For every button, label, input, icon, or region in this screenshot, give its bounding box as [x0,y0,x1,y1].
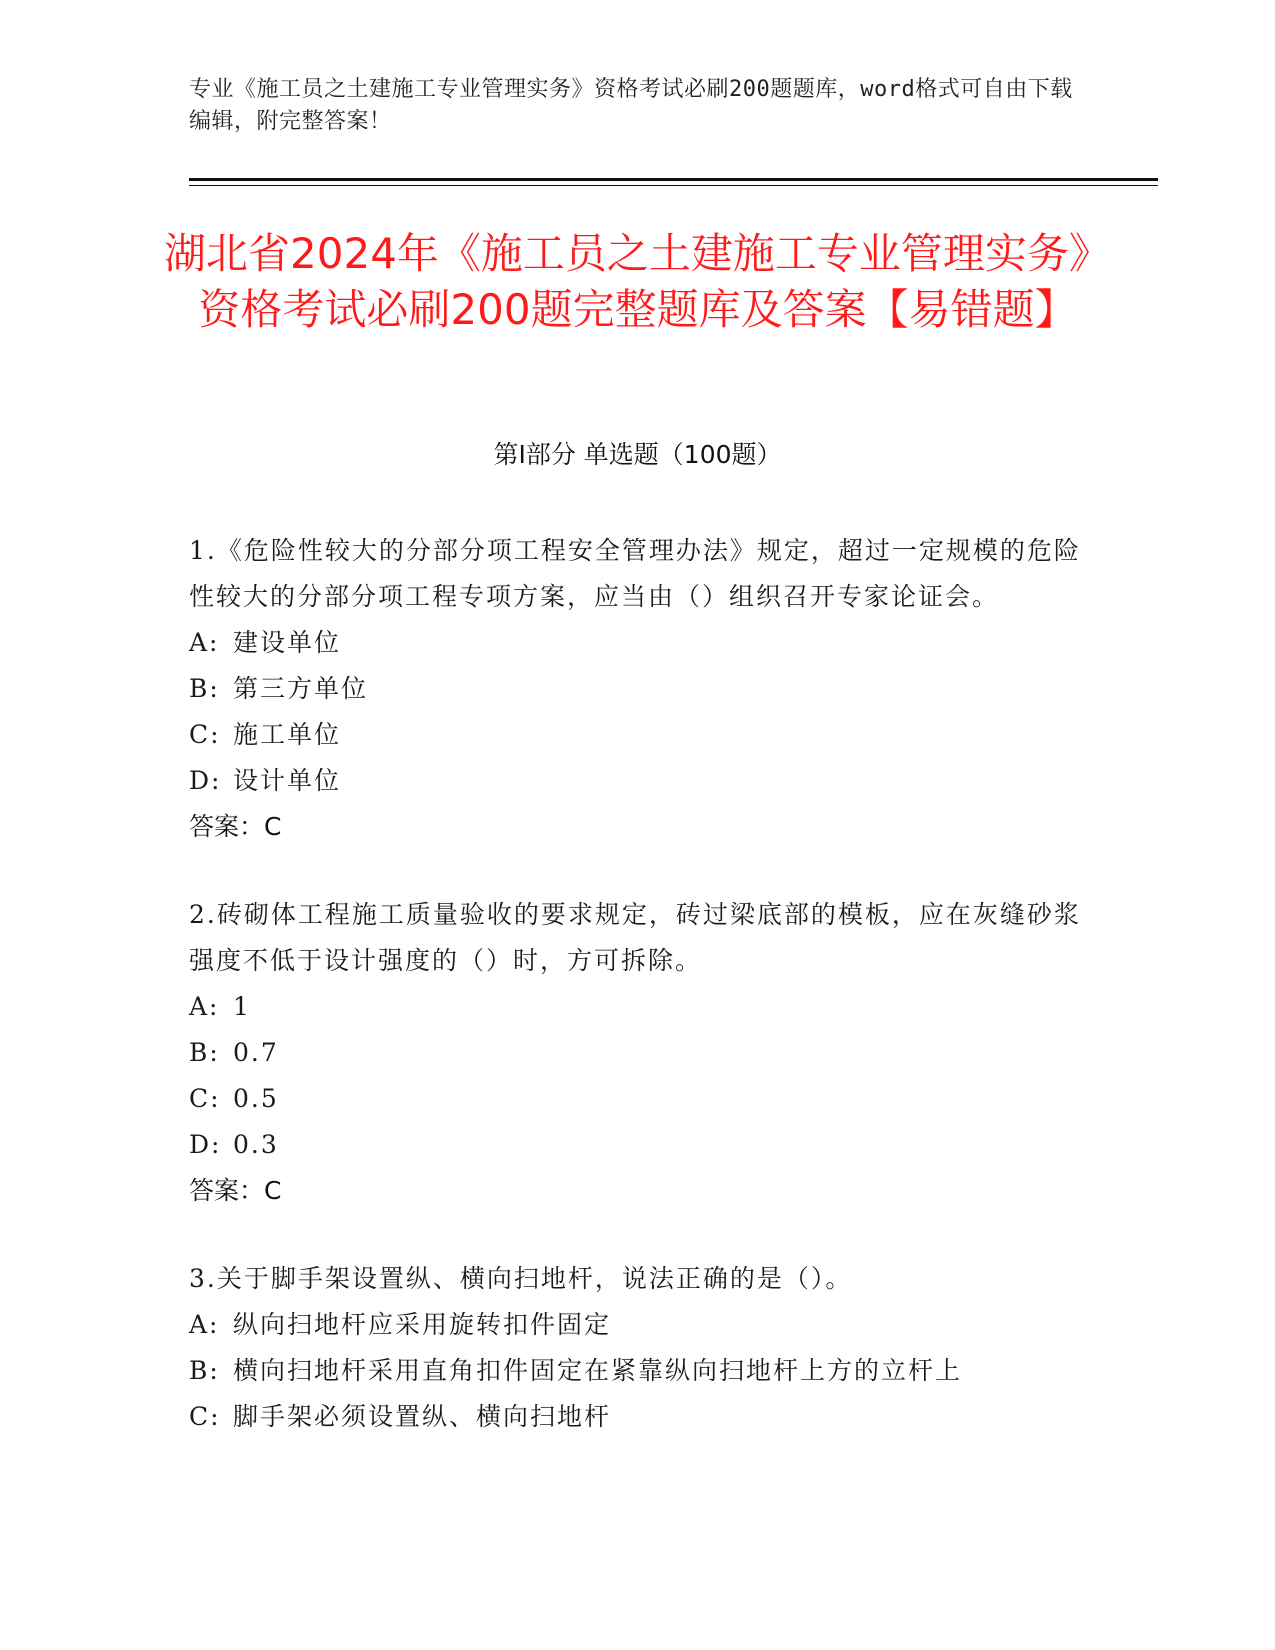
option-letter: D: [189,1130,222,1159]
header-rule-thick [189,178,1158,181]
option-a [189,1302,1089,1348]
option-text: 纵向扫地杆应采用旋转扣件固定 [233,1310,612,1339]
option-text: 横向扫地杆采用直角扣件固定在紧靠纵向扫地杆上方的立杆上 [233,1356,963,1385]
option-text: 设计单位 [233,766,342,795]
option-text: 0.7 [233,1038,279,1067]
question-list [189,528,1089,1482]
option-letter: D: [189,766,222,795]
option-b [189,1030,1089,1076]
option-letter: C: [189,1084,221,1113]
document-title: 湖北省2024年《施工员之土建施工专业管理实务》资格考试必刷200题完整题库及答案【易错题】 [164,229,1111,334]
option-letter: A: [189,992,220,1021]
option-text: 0.3 [233,1130,279,1159]
option-text: 1 [233,992,251,1021]
option-c [189,712,1089,758]
option-d [189,1122,1089,1168]
question-text: 3.关于脚手架设置纵、横向扫地杆，说法正确的是（）。 [189,1264,853,1293]
option-letter: C: [189,1402,221,1431]
option-text: 第三方单位 [233,674,369,703]
answer-line: 答案：C [189,1176,282,1205]
option-b [189,1348,1089,1394]
section-heading: 第Ⅰ部分 单选题（100题） [493,440,782,469]
option-letter: C: [189,720,221,749]
option-letter: B: [189,1038,220,1067]
option-text: 施工单位 [233,720,342,749]
answer-line: 答案：C [189,812,282,841]
header-note: 专业《施工员之土建施工专业管理实务》资格考试必刷200题题库，word格式可自由下载编辑，附完整答案！ [189,77,1073,134]
header-rule-thin [189,185,1158,186]
option-letter: B: [189,674,220,703]
option-c [189,1076,1089,1122]
question-text: 2.砖砌体工程施工质量验收的要求规定，砖过梁底部的模板，应在灰缝砂浆强度不低于设计强度的（）时，方可拆除。 [189,900,1081,975]
option-letter: A: [189,628,220,657]
question-2 [189,892,1089,1214]
option-d [189,758,1089,804]
option-letter: B: [189,1356,220,1385]
option-letter: A: [189,1310,220,1339]
option-b [189,666,1089,712]
option-a [189,620,1089,666]
option-text: 脚手架必须设置纵、横向扫地杆 [233,1402,612,1431]
option-a [189,984,1089,1030]
question-3 [189,1256,1089,1440]
question-text: 1.《危险性较大的分部分项工程安全管理办法》规定，超过一定规模的危险性较大的分部分项工程专项方案，应当由（）组织召开专家论证会。 [189,536,1081,611]
option-text: 建设单位 [233,628,342,657]
option-c [189,1394,1089,1440]
question-1 [189,528,1089,850]
option-text: 0.5 [233,1084,279,1113]
